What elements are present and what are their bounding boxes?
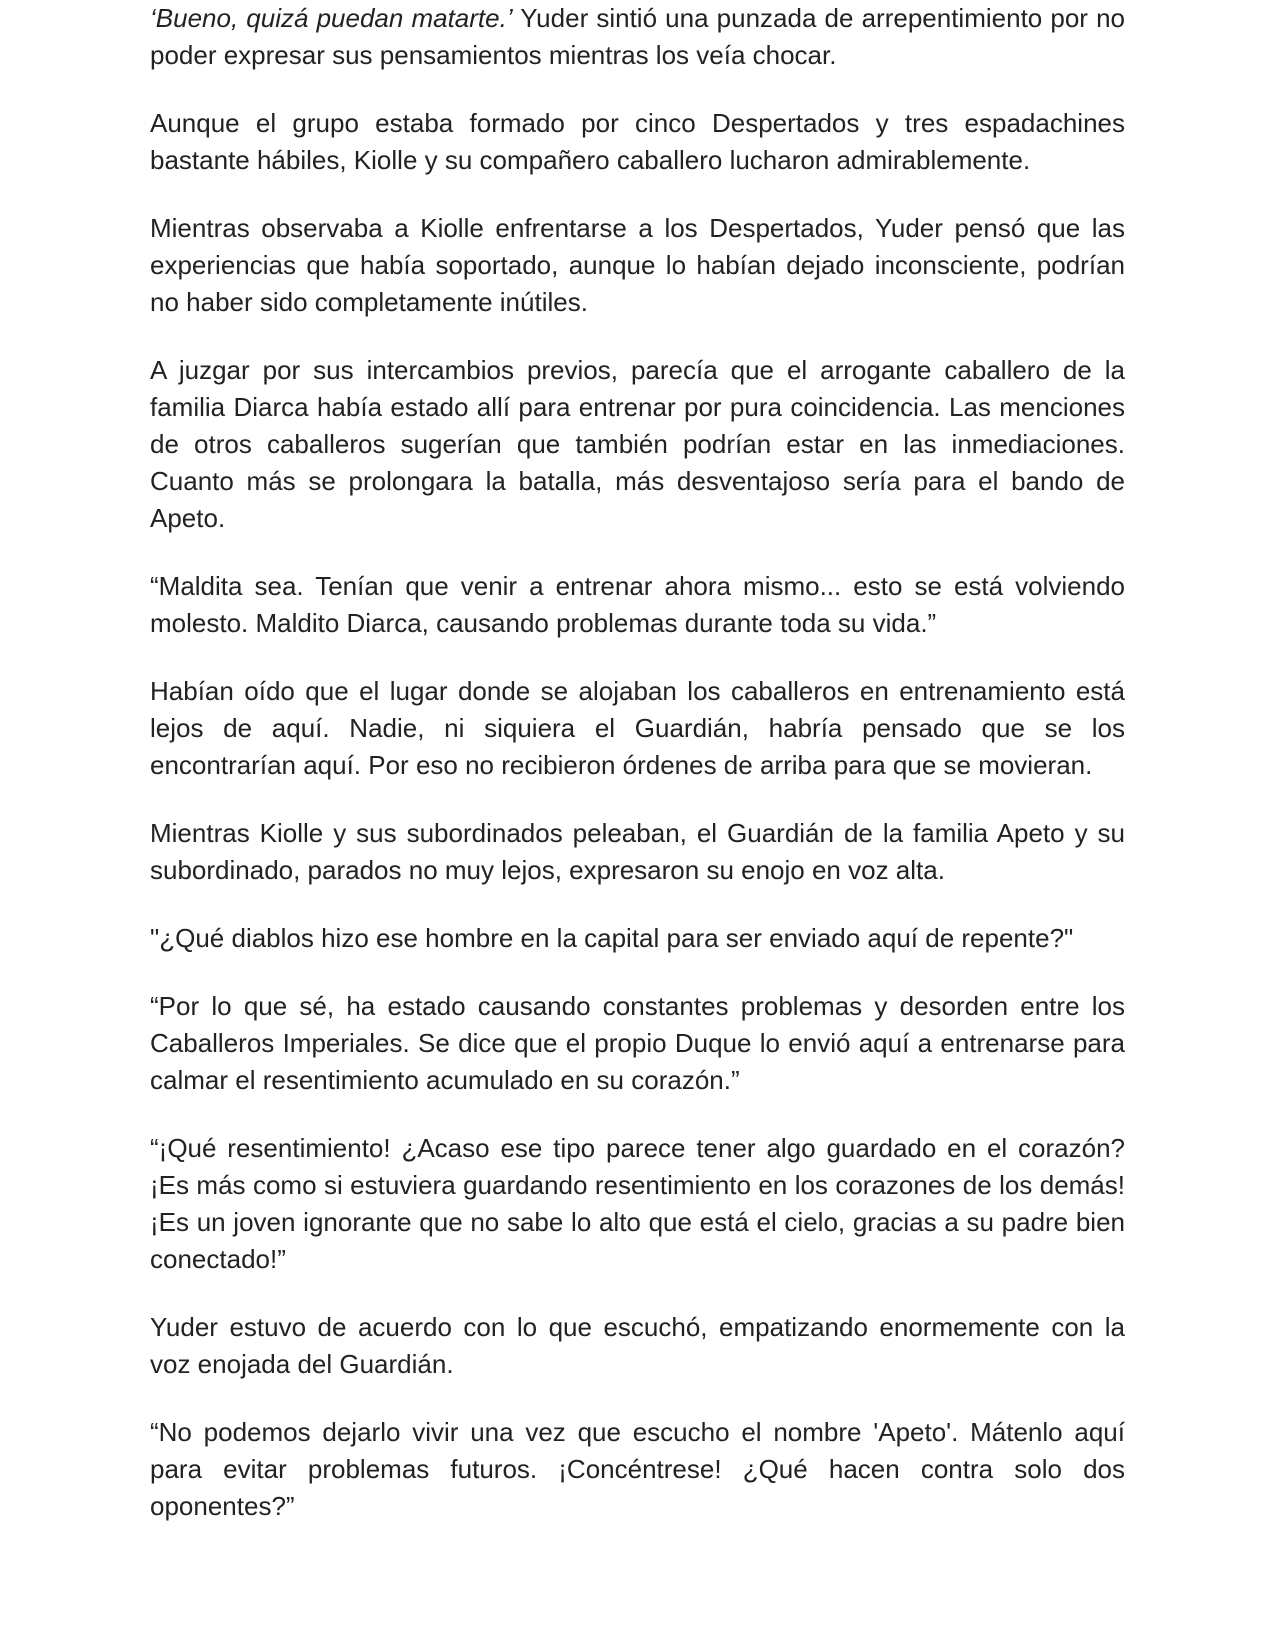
paragraph-6: Habían oído que el lugar donde se alojaban los caballeros en entrenamiento está lejos de aquí. Nadie, ni siquiera el Guardián, habría pensado que se los encontrarían aquí. Por eso no recibieron órdenes de arriba para que se movieran. <box>150 676 1125 780</box>
paragraph-5: “Maldita sea. Tenían que venir a entrenar ahora mismo... esto se está volviendo molesto. Maldito Diarca, causando problemas durante toda su vida.” <box>150 571 1125 638</box>
paragraph-2: Aunque el grupo estaba formado por cinco Despertados y tres espadachines bastante hábiles, Kiolle y su compañero caballero lucharon admirablemente. <box>150 108 1125 175</box>
document-page <box>150 0 1125 1556</box>
italic-thought: ‘Bueno, quizá puedan matarte.’ <box>150 3 513 33</box>
paragraph-9: “Por lo que sé, ha estado causando constantes problemas y desorden entre los Caballeros Imperiales. Se dice que el propio Duque lo envió aquí a entrenarse para calmar el resentimiento acumulado en su corazón.” <box>150 991 1125 1095</box>
paragraph-12: “No podemos dejarlo vivir una vez que escucho el nombre 'Apeto'. Mátenlo aquí para evitar problemas futuros. ¡Concéntrese! ¿Qué hacen contra solo dos oponentes?” <box>150 1417 1125 1521</box>
paragraph-7: Mientras Kiolle y sus subordinados peleaban, el Guardián de la familia Apeto y su subordinado, parados no muy lejos, expresaron su enojo en voz alta. <box>150 818 1125 885</box>
paragraph-10: “¡Qué resentimiento! ¿Acaso ese tipo parece tener algo guardado en el corazón? ¡Es más como si estuviera guardando resentimiento en los corazones de los demás! ¡Es un joven ignorante que no sabe lo alto que está el cielo, gracias a su padre bien conectado!” <box>150 1133 1125 1274</box>
paragraph-11: Yuder estuvo de acuerdo con lo que escuchó, empatizando enormemente con la voz enojada del Guardián. <box>150 1312 1125 1379</box>
paragraph-3: Mientras observaba a Kiolle enfrentarse a los Despertados, Yuder pensó que las experiencias que había soportado, aunque lo habían dejado inconsciente, podrían no haber sido completamente inútiles. <box>150 213 1125 317</box>
paragraph-1 <box>150 0 1125 74</box>
paragraph-8: "¿Qué diablos hizo ese hombre en la capital para ser enviado aquí de repente?" <box>150 923 1074 953</box>
paragraph-text: Yuder sintió una punzada de arrepentimiento por no poder expresar sus pensamientos mientras los veía chocar. <box>150 3 1125 70</box>
paragraph-4: A juzgar por sus intercambios previos, parecía que el arrogante caballero de la familia Diarca había estado allí para entrenar por pura coincidencia. Las menciones de otros caballeros sugerían que también podrían estar en las inmediaciones. Cuanto más se prolongara la batalla, más desventajoso sería para el bando de Apeto. <box>150 355 1125 533</box>
